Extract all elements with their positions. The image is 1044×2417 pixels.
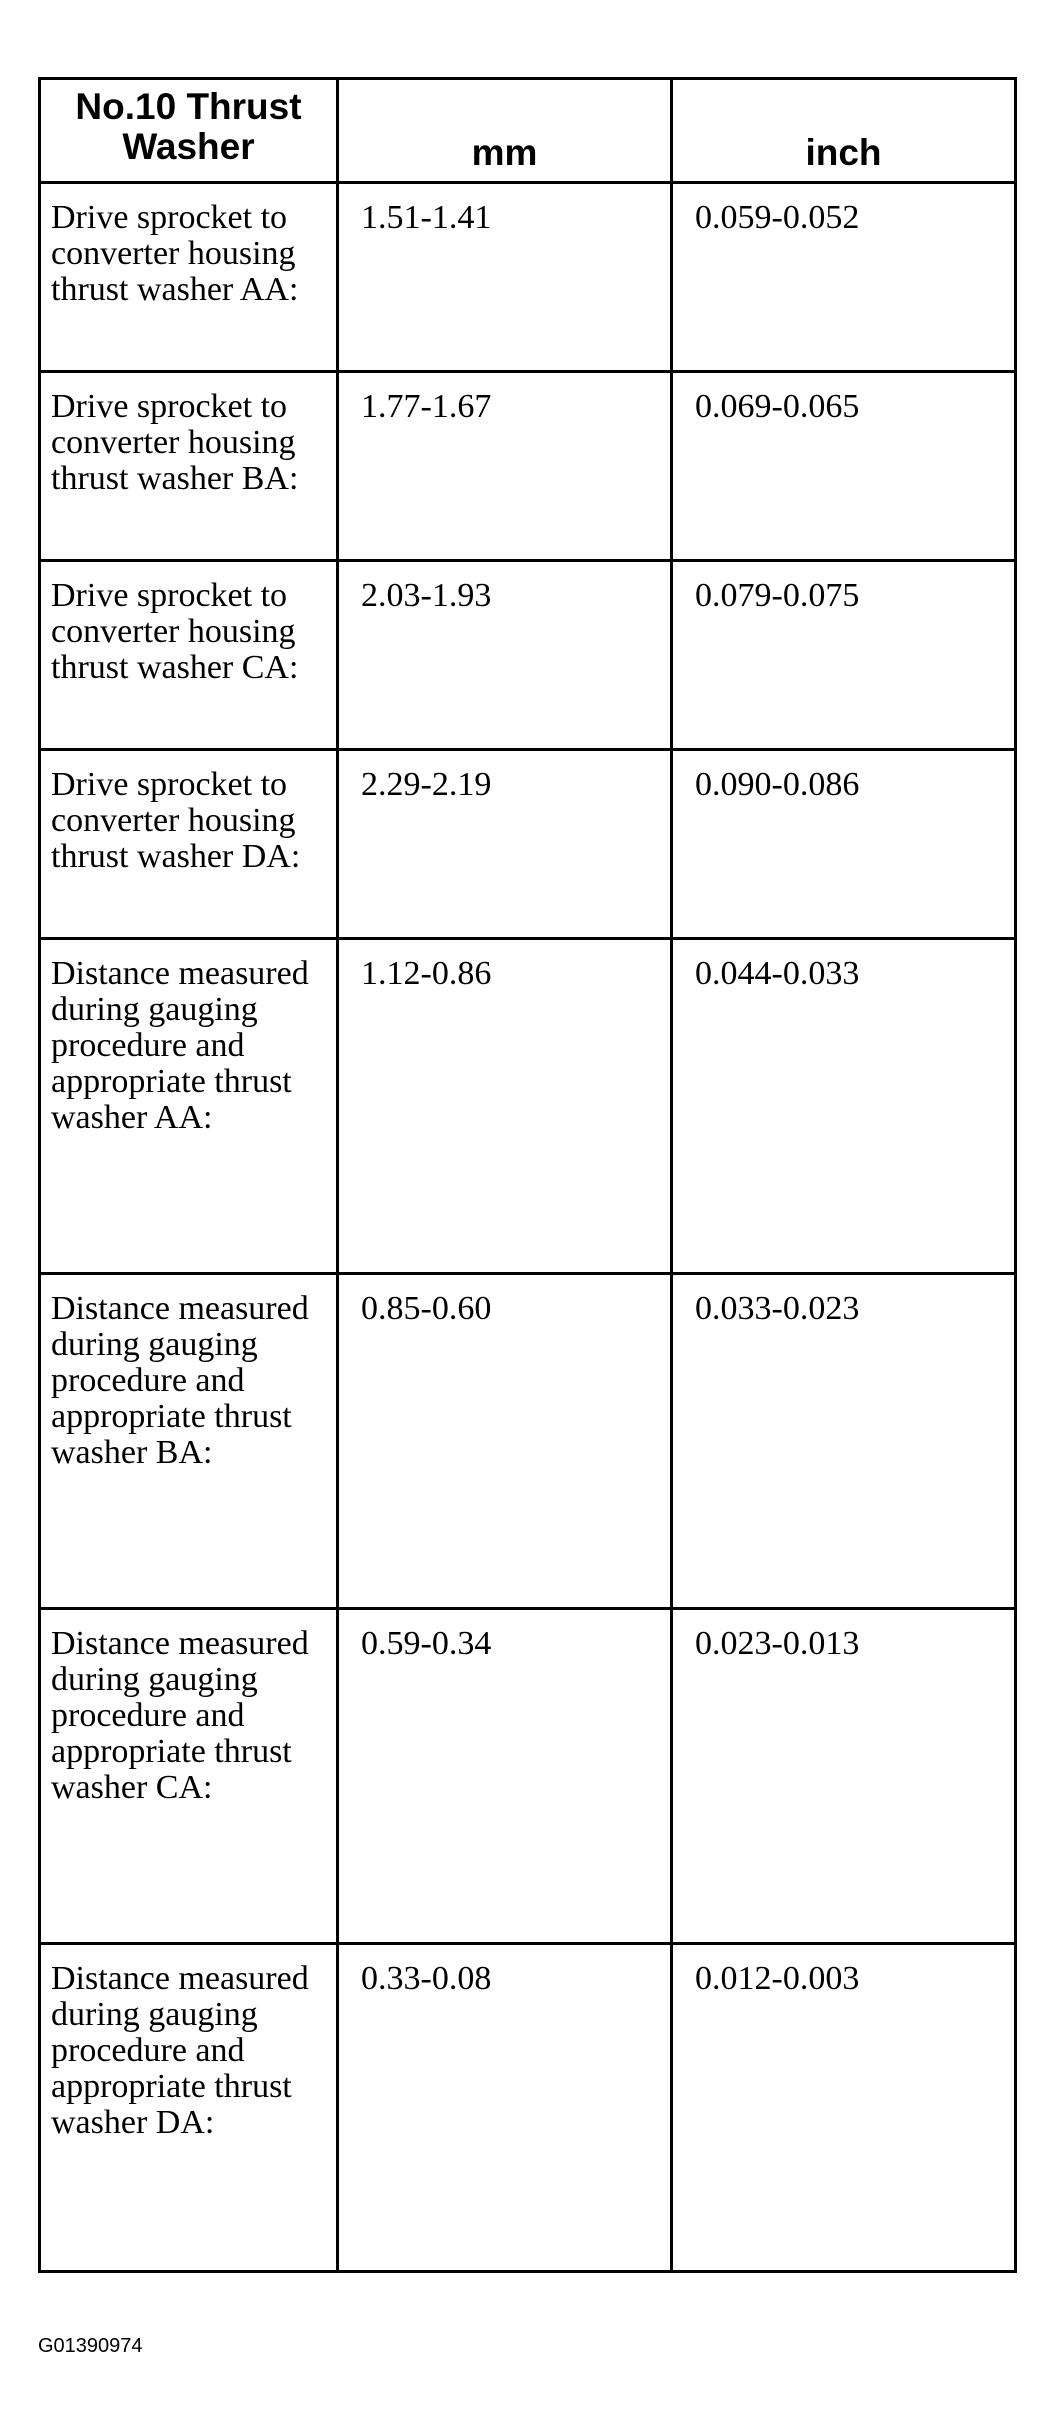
table-row <box>40 561 1016 750</box>
row-inch-value: 0.023-0.013 <box>672 1609 1016 1944</box>
row-inch-value: 0.012-0.003 <box>672 1944 1016 2272</box>
header-row <box>40 79 1016 183</box>
header-mm: mm <box>338 79 672 183</box>
row-inch-value: 0.079-0.075 <box>672 561 1016 750</box>
table-row <box>40 1609 1016 1944</box>
table-row <box>40 1274 1016 1609</box>
table-body <box>40 183 1016 2272</box>
figure-id-label: G01390974 <box>38 2335 143 2357</box>
row-mm-value: 0.33-0.08 <box>338 1944 672 2272</box>
table-row <box>40 372 1016 561</box>
row-description: Distance measured during gauging procedure and appropriate thrust washer DA: <box>40 1944 338 2272</box>
row-mm-value: 1.77-1.67 <box>338 372 672 561</box>
row-inch-value: 0.059-0.052 <box>672 183 1016 372</box>
row-inch-value: 0.044-0.033 <box>672 939 1016 1274</box>
table-row <box>40 939 1016 1274</box>
row-description: Distance measured during gauging procedure and appropriate thrust washer BA: <box>40 1274 338 1609</box>
table-row <box>40 183 1016 372</box>
row-mm-value: 2.29-2.19 <box>338 750 672 939</box>
row-description: Distance measured during gauging procedure and appropriate thrust washer CA: <box>40 1609 338 1944</box>
row-inch-value: 0.069-0.065 <box>672 372 1016 561</box>
row-inch-value: 0.090-0.086 <box>672 750 1016 939</box>
row-description: Drive sprocket to converter housing thrust washer DA: <box>40 750 338 939</box>
table-row <box>40 750 1016 939</box>
thrust-washer-spec-table <box>38 77 1017 2273</box>
row-mm-value: 1.51-1.41 <box>338 183 672 372</box>
row-mm-value: 1.12-0.86 <box>338 939 672 1274</box>
row-description: Drive sprocket to converter housing thrust washer BA: <box>40 372 338 561</box>
row-mm-value: 2.03-1.93 <box>338 561 672 750</box>
row-inch-value: 0.033-0.023 <box>672 1274 1016 1609</box>
row-description: Distance measured during gauging procedure and appropriate thrust washer AA: <box>40 939 338 1274</box>
row-description: Drive sprocket to converter housing thrust washer CA: <box>40 561 338 750</box>
row-mm-value: 0.85-0.60 <box>338 1274 672 1609</box>
table-header <box>40 79 1016 183</box>
row-description: Drive sprocket to converter housing thrust washer AA: <box>40 183 338 372</box>
row-mm-value: 0.59-0.34 <box>338 1609 672 1944</box>
table-row <box>40 1944 1016 2272</box>
header-inch: inch <box>672 79 1016 183</box>
header-description: No.10 Thrust Washer <box>40 79 338 183</box>
